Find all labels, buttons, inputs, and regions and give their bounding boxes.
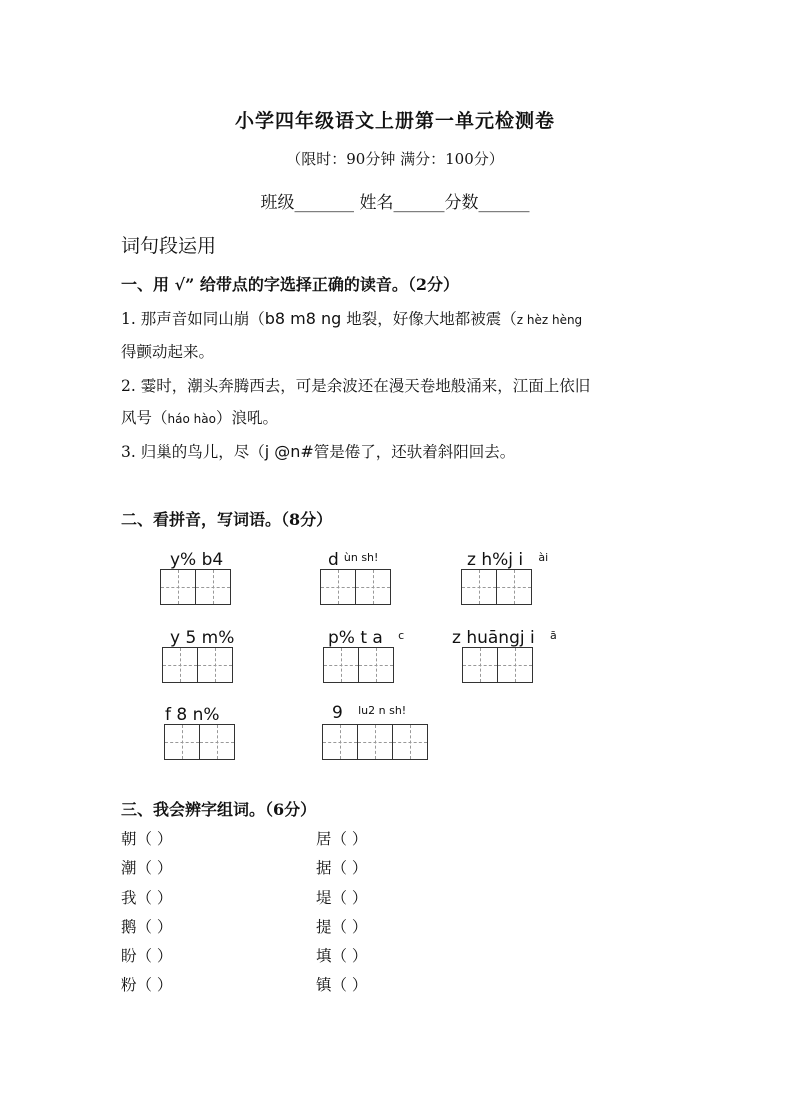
q1-line-1-pinyin-b: z hèz hèng xyxy=(516,313,583,327)
q2-pinyin-1 xyxy=(170,550,223,570)
writing-cell[interactable] xyxy=(160,569,196,605)
q2-writing-grid-1[interactable] xyxy=(160,569,231,605)
q1-line-2-text-b: ）浪吼。 xyxy=(215,409,278,427)
q2-pinyin-5-small: c xyxy=(398,629,405,642)
q1-line-1 xyxy=(121,307,582,329)
q3-left-6: 粉（ ） xyxy=(121,976,173,994)
q2-writing-grid-2[interactable] xyxy=(320,569,391,605)
q1-line-1-text-a: 1. 那声音如同山崩（ xyxy=(121,310,265,328)
writing-cell[interactable] xyxy=(496,569,532,605)
q2-pinyin-8 xyxy=(332,703,406,723)
q1-line-3-text-a: 3. 归巢的鸟儿，尽（ xyxy=(121,443,265,461)
q2-writing-grid-4[interactable] xyxy=(162,647,233,683)
q2-writing-grid-8[interactable] xyxy=(322,724,428,760)
q2-writing-grid-7[interactable] xyxy=(164,724,235,760)
q2-pinyin-2 xyxy=(328,550,378,570)
q2-pinyin-6-small: ā xyxy=(549,629,557,642)
writing-cell[interactable] xyxy=(320,569,356,605)
q3-right-3: 堤（ ） xyxy=(316,889,368,907)
q2-pinyin-6 xyxy=(452,628,557,648)
q3-left-2: 潮（ ） xyxy=(121,859,173,877)
q2-writing-grid-6[interactable] xyxy=(462,647,533,683)
writing-cell[interactable] xyxy=(323,647,359,683)
q2-pinyin-5-text: p% t a xyxy=(328,628,383,648)
q2-pinyin-2-small: ùn sh! xyxy=(343,551,379,564)
q3-right-4: 提（ ） xyxy=(316,918,368,936)
writing-cell[interactable] xyxy=(162,647,198,683)
writing-cell[interactable] xyxy=(164,724,200,760)
writing-cell[interactable] xyxy=(461,569,497,605)
q2-writing-grid-5[interactable] xyxy=(323,647,394,683)
writing-cell[interactable] xyxy=(322,724,358,760)
q2-pinyin-5 xyxy=(328,628,404,648)
q2-pinyin-1-text: y% b4 xyxy=(170,550,224,570)
section-title: 词句段运用 xyxy=(121,235,217,257)
q3-left-3: 我（ ） xyxy=(121,889,173,907)
writing-cell[interactable] xyxy=(357,724,393,760)
q2-pinyin-6-text: z huāngj i xyxy=(452,628,535,648)
q3-right-1: 居（ ） xyxy=(316,830,368,848)
writing-cell[interactable] xyxy=(195,569,231,605)
q1-line-1-cont: 得颤动起来。 xyxy=(121,343,215,361)
q3-left-4: 鹅（ ） xyxy=(121,918,173,936)
writing-cell[interactable] xyxy=(197,647,233,683)
q1-line-3-text-b: 管是倦了，还驮着斜阳回去。 xyxy=(313,443,516,461)
q3-heading: 三、我会辨字组词。（6分） xyxy=(121,800,317,819)
q2-pinyin-8-small: lu2 n sh! xyxy=(358,704,407,717)
exam-limits: （限时：90分钟 满分：100分） xyxy=(286,150,504,168)
student-info-line: 班级_______ 姓名______分数______ xyxy=(260,193,530,213)
q2-pinyin-4 xyxy=(170,628,234,648)
q3-right-6: 镇（ ） xyxy=(316,976,368,994)
q2-pinyin-8-text: 9 xyxy=(332,703,343,723)
q1-line-1-pinyin-a: b8 m8 ng xyxy=(264,309,342,328)
q1-line-2-text-a: 风号（ xyxy=(121,409,168,427)
q1-line-2-cont xyxy=(121,406,278,428)
q1-line-2-pinyin: háo hào xyxy=(167,412,216,426)
q2-pinyin-3-text: z h%j i xyxy=(467,550,524,570)
writing-cell[interactable] xyxy=(392,724,428,760)
writing-cell[interactable] xyxy=(462,647,498,683)
writing-cell[interactable] xyxy=(497,647,533,683)
q1-line-3-pinyin: j @n# xyxy=(264,442,314,461)
q2-heading: 二、看拼音，写词语。（8分） xyxy=(121,510,333,529)
writing-cell[interactable] xyxy=(199,724,235,760)
q2-pinyin-4-text: y 5 m% xyxy=(170,628,235,648)
q3-right-2: 据（ ） xyxy=(316,859,368,877)
q1-heading: 一、用 √” 给带点的字选择正确的读音。（2分） xyxy=(121,275,459,294)
q1-line-3 xyxy=(121,440,515,462)
q3-left-5: 盼（ ） xyxy=(121,947,173,965)
writing-cell[interactable] xyxy=(355,569,391,605)
q1-line-1-text-b: 地裂，好像大地都被震（ xyxy=(346,310,517,328)
writing-cell[interactable] xyxy=(358,647,394,683)
q3-left-1: 朝（ ） xyxy=(121,830,173,848)
q2-pinyin-7 xyxy=(165,705,220,725)
q2-pinyin-2-text: d xyxy=(328,550,339,570)
q2-pinyin-7-text: f 8 n% xyxy=(165,705,220,725)
q2-pinyin-3-small: ài xyxy=(538,551,549,564)
page-title: 小学四年级语文上册第一单元检测卷 xyxy=(234,110,555,132)
q2-writing-grid-3[interactable] xyxy=(461,569,532,605)
q2-pinyin-3 xyxy=(467,550,548,570)
q3-right-5: 填（ ） xyxy=(316,947,368,965)
q1-line-2: 2. 霎时，潮头奔腾西去，可是余波还在漫天卷地般涌来，江面上依旧 xyxy=(121,377,591,395)
